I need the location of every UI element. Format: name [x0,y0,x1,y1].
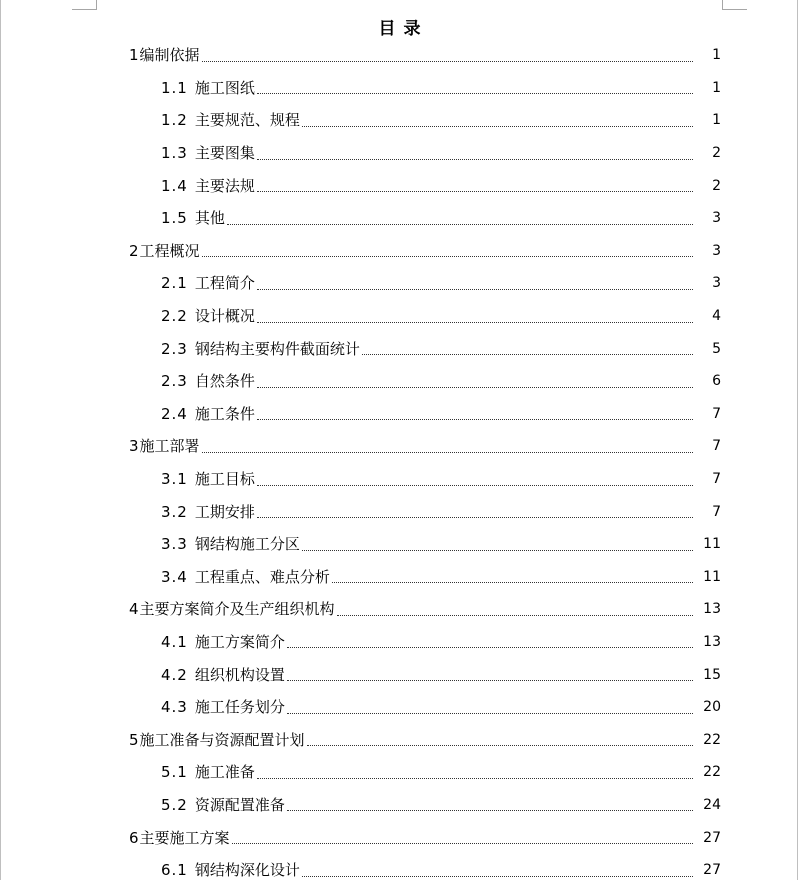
toc-dot-leader [202,256,693,257]
toc-page-number: 7 [712,438,721,455]
toc-entry-label [161,502,255,522]
toc-entry-number: 1.3 [161,144,188,163]
toc-entry-number: 2.1 [161,274,188,293]
toc-entry-section[interactable] [1,137,798,170]
toc-page-number: 27 [703,829,721,846]
toc-entry-label [161,78,255,98]
toc-entry-number: 4.3 [161,698,188,717]
toc-dot-leader [287,647,693,648]
toc-entry-text: 施工准备与资源配置计划 [139,730,305,749]
toc-entry-label [129,241,200,261]
toc-entry-text: 主要图集 [194,144,255,163]
toc-entry-text: 工程简介 [194,274,255,293]
toc-entry-number: 3.2 [161,502,188,521]
toc-page-number: 3 [712,210,721,227]
toc-page-number: 15 [703,666,721,683]
toc-entry-text: 施工目标 [194,470,255,489]
toc-page-number: 4 [712,308,721,325]
toc-entry-section[interactable] [1,72,798,105]
toc-entry-text: 钢结构主要构件截面统计 [194,339,360,358]
toc-entry-text: 主要法规 [194,176,255,195]
toc-entry-text: 施工部署 [139,437,200,456]
toc-entry-chapter[interactable] [1,593,798,626]
toc-entry-label [129,730,305,750]
toc-entry-text: 工期安排 [194,502,255,521]
toc-entry-text: 主要施工方案 [139,828,230,847]
toc-entry-section[interactable] [1,691,798,724]
toc-page-number: 7 [712,503,721,520]
toc-entry-chapter[interactable] [1,723,798,756]
toc-page-number: 3 [712,275,721,292]
toc-page-number: 5 [712,340,721,357]
toc-page-number: 22 [703,764,721,781]
toc-entry-label [161,176,255,196]
toc-entry-number: 2.4 [161,404,188,423]
toc-entry-label [161,143,255,163]
toc-dot-leader [257,93,693,94]
toc-entry-section[interactable] [1,658,798,691]
toc-dot-leader [332,582,693,583]
toc-page-number: 7 [712,405,721,422]
toc-title: 目 录 [378,19,422,39]
toc-entry-number: 5.2 [161,795,188,814]
toc-entry-text: 组织机构设置 [194,665,285,684]
toc-dot-leader [257,419,693,420]
toc-entry-section[interactable] [1,495,798,528]
crop-mark-top-right [722,0,747,10]
toc-dot-leader [257,289,693,290]
toc-page-number: 20 [703,699,721,716]
toc-page-number: 13 [703,601,721,618]
toc-entry-text: 设计概况 [194,307,255,326]
toc-entry-chapter[interactable] [1,235,798,268]
toc-entry-label [161,110,300,130]
toc-page-number: 13 [703,633,721,650]
toc-entry-number: 2.3 [161,339,188,358]
toc-dot-leader [202,61,693,62]
toc-entry-section[interactable] [1,561,798,594]
toc-dot-leader [257,485,693,486]
toc-dot-leader [307,745,693,746]
toc-page-number: 7 [712,471,721,488]
toc-entry-number: 1.5 [161,209,188,228]
toc-entry-label [129,828,230,848]
toc-page-number: 1 [712,79,721,96]
toc-entry-number: 2.3 [161,372,188,391]
toc-entry-number: 3 [129,437,139,456]
toc-entry-section[interactable] [1,756,798,789]
toc-entry-section[interactable] [1,854,798,880]
toc-entry-chapter[interactable] [1,430,798,463]
toc-page-number: 1 [712,112,721,129]
toc-entry-text: 施工图纸 [194,78,255,97]
toc-entry-number: 4 [129,600,139,619]
toc-entry-number: 4.1 [161,632,188,651]
toc-dot-leader [302,550,693,551]
toc-entry-text: 主要方案简介及生产组织机构 [139,600,335,619]
toc-entry-number: 1.2 [161,111,188,130]
toc-entry-number: 1.1 [161,78,188,97]
toc-entry-section[interactable] [1,789,798,822]
toc-dot-leader [287,810,693,811]
toc-entry-text: 施工条件 [194,404,255,423]
toc-dot-leader [302,876,693,877]
toc-page-number: 2 [712,177,721,194]
toc-entry-label [161,697,285,717]
toc-entry-label [161,306,255,326]
toc-entry-number: 2 [129,241,139,260]
toc-page-number: 11 [703,568,721,585]
toc-entry-number: 3.3 [161,535,188,554]
toc-dot-leader [362,354,693,355]
toc-entry-label [161,404,255,424]
toc-entry-number: 5 [129,730,139,749]
toc-entry-label [129,436,200,456]
toc-entry-text: 钢结构施工分区 [194,535,300,554]
toc-dot-leader [337,615,693,616]
toc-entry-text: 主要规范、规程 [194,111,300,130]
toc-entry-text: 编制依据 [139,46,200,65]
toc-entry-section[interactable] [1,463,798,496]
toc-dot-leader [257,517,693,518]
toc-dot-leader [257,322,693,323]
toc-entry-section[interactable] [1,169,798,202]
toc-entry-label [129,599,335,619]
toc-page-number: 11 [703,536,721,553]
toc-entry-number: 4.2 [161,665,188,684]
toc-entry-label [161,860,300,880]
toc-entry-section[interactable] [1,398,798,431]
toc-entry-number: 1.4 [161,176,188,195]
toc-entry-text: 工程概况 [139,241,200,260]
toc-page-number: 24 [703,796,721,813]
toc-entry-label [161,762,255,782]
toc-dot-leader [257,387,693,388]
toc-entry-label [161,339,360,359]
toc-dot-leader [287,680,693,681]
toc-entry-text: 自然条件 [194,372,255,391]
toc-entry-label [161,632,285,652]
toc-entry-text: 钢结构深化设计 [194,861,300,880]
toc-entry-number: 3.4 [161,567,188,586]
toc-entry-section[interactable] [1,202,798,235]
toc-dot-leader [227,224,693,225]
crop-mark-top-left [72,0,97,10]
toc-dot-leader [257,159,693,160]
toc-entry-label [161,795,285,815]
toc-entry-number: 1 [129,46,139,65]
toc-entry-section[interactable] [1,267,798,300]
toc-entry-section[interactable] [1,365,798,398]
toc-entry-number: 6 [129,828,139,847]
toc-entry-section[interactable] [1,332,798,365]
toc-entry-label [161,208,225,228]
toc-entry-number: 6.1 [161,861,188,880]
toc-entry-text: 施工方案简介 [194,632,285,651]
toc-page-number: 22 [703,731,721,748]
toc-entry-section[interactable] [1,528,798,561]
toc-entry-number: 3.1 [161,470,188,489]
toc-page-number: 3 [712,242,721,259]
toc-dot-leader [257,191,693,192]
toc-entry-section[interactable] [1,300,798,333]
toc-entry-label [161,665,285,685]
toc-entry-label [161,534,300,554]
toc-entry-chapter[interactable] [1,821,798,854]
toc-page-number: 27 [703,862,721,879]
toc-entry-text: 施工准备 [194,763,255,782]
toc-dot-leader [257,778,693,779]
toc-entry-text: 工程重点、难点分析 [194,567,330,586]
toc-list [1,39,798,880]
toc-dot-leader [202,452,693,453]
toc-page-number: 2 [712,145,721,162]
toc-entry-text: 施工任务划分 [194,698,285,717]
toc-page-number: 1 [712,47,721,64]
toc-entry-label [161,371,255,391]
toc-entry-label [161,469,255,489]
toc-entry-label [129,45,200,65]
toc-dot-leader [287,713,693,714]
toc-entry-number: 5.1 [161,763,188,782]
toc-entry-section[interactable] [1,104,798,137]
toc-entry-text: 其他 [194,209,225,228]
toc-entry-chapter[interactable] [1,39,798,72]
toc-entry-text: 资源配置准备 [194,795,285,814]
toc-page-number: 6 [712,373,721,390]
toc-entry-label [161,567,330,587]
toc-dot-leader [302,126,693,127]
toc-dot-leader [232,843,693,844]
toc-entry-section[interactable] [1,626,798,659]
toc-entry-label [161,273,255,293]
toc-entry-number: 2.2 [161,307,188,326]
